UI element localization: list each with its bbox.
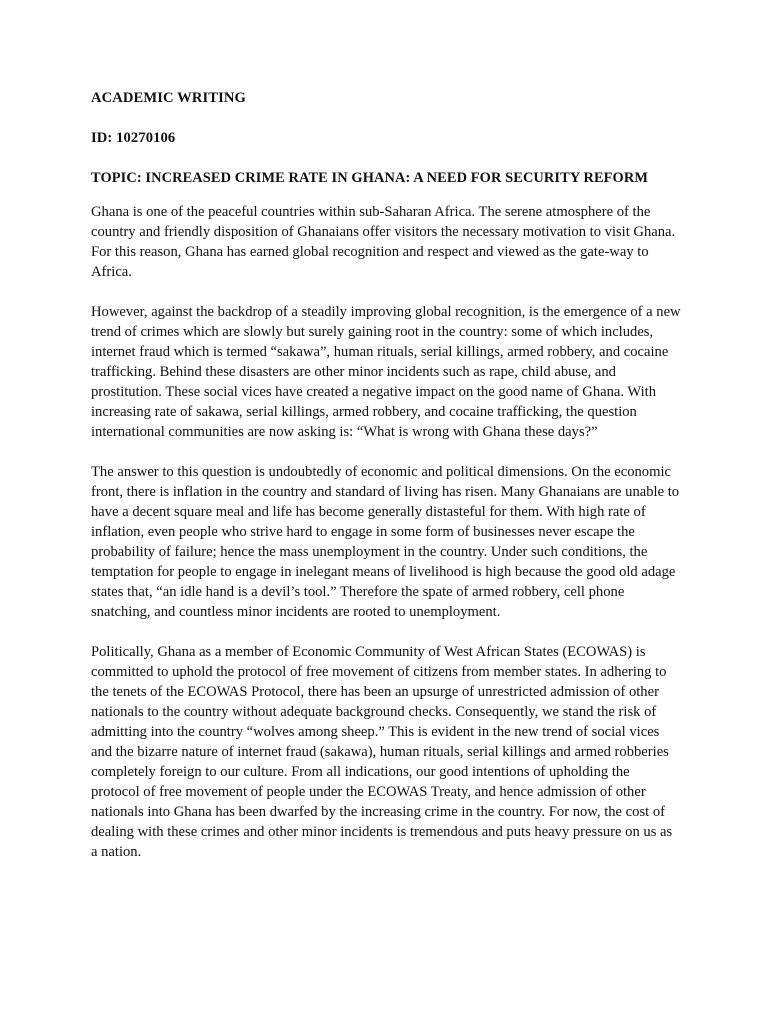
paragraph-economic: The answer to this question is undoubtedly of economic and political dimensions. On the economic front, there is inflation in the country and standard of living has risen. Many Ghanaians are unable to have a decent square meal and life has become generally distasteful for them. With high rate of inflation, even people who strive hard to engage in some form of businesses never escape the probability of failure; hence the mass unemployment in the country. Under such conditions, the temptation for people to engage in inelegant means of livelihood is high because the good old adage states that, “an idle hand is a devil’s tool.” Therefore the spate of armed robbery, cell phone snatching, and countless minor incidents are rooted to unemployment. (91, 464, 680, 620)
paragraph-political: Politically, Ghana as a member of Economic Community of West African States (ECOWAS) is committed to uphold the protocol of free movement of citizens from member states. In adhering to the tenets of the ECOWAS Protocol, there has been an upsurge of unrestricted admission of other nationals to the country without adequate background checks. Consequently, we stand the risk of admitting into the country “wolves among sheep.” This is evident in the new trend of social vices and the bizarre nature of internet fraud (sakawa), human rituals, serial killings and armed robberies completely foreign to our culture. From all indications, our good intentions of upholding the protocol of free movement of people under the ECOWAS Treaty, and hence admission of other nationals into Ghana has been dwarfed by the increasing crime in the country. For now, the cost of dealing with these crimes and other minor incidents is tremendous and puts heavy pressure on us as a nation. (91, 644, 673, 860)
document-title: ACADEMIC WRITING (91, 90, 246, 106)
paragraph-crime-trends: However, against the backdrop of a steadily improving global recognition, is the emergence of a new trend of crimes which are slowly but surely gaining root in the country: some of which includes, internet fraud which is termed “sakawa”, human rituals, serial killings, armed robbery, and cocaine trafficking. Behind these disasters are other minor incidents such as rape, child abuse, and prostitution. These social vices have created a negative impact on the good name of Ghana. With increasing rate of sakawa, serial killings, armed robbery, and cocaine trafficking, the question international communities are now asking is: “What is wrong with Ghana these days?” (91, 304, 681, 440)
essay-topic: TOPIC: INCREASED CRIME RATE IN GHANA: A NEED FOR SECURITY REFORM (91, 170, 649, 186)
student-id: ID: 10270106 (91, 130, 176, 146)
document-body (91, 88, 681, 882)
paragraph-intro: Ghana is one of the peaceful countries within sub-Saharan Africa. The serene atmosphere of the country and friendly disposition of Ghanaians offer visitors the necessary motivation to visit Ghana. For this reason, Ghana has earned global recognition and respect and viewed as the gate-way to Africa. (91, 204, 676, 280)
